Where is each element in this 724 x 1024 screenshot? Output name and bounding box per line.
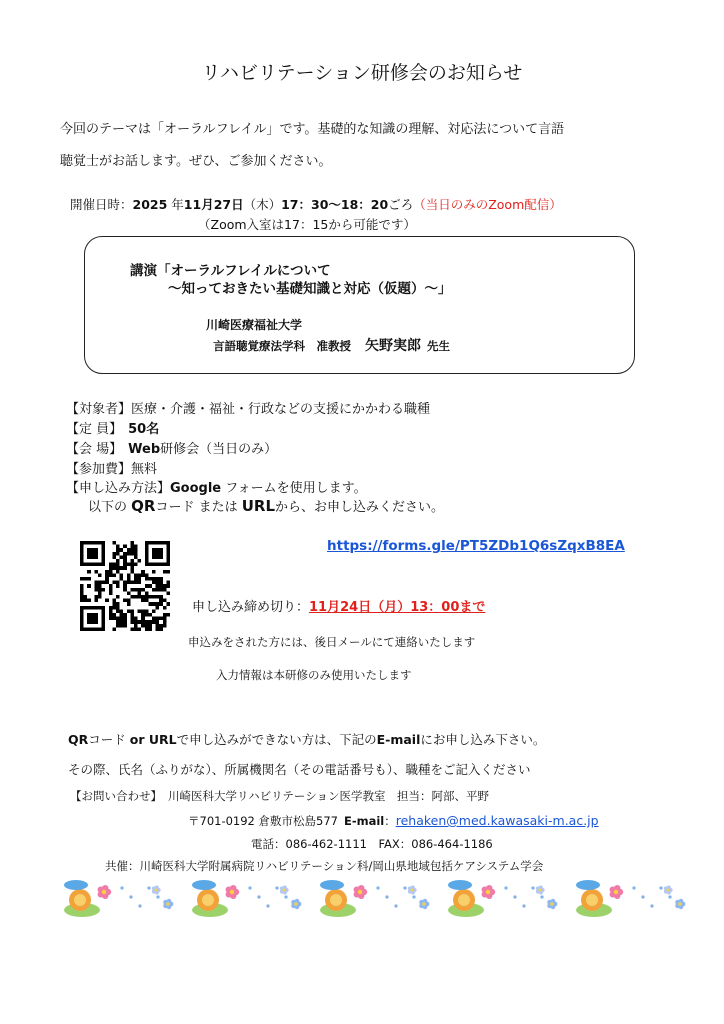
qr-code-icon[interactable] <box>80 541 170 631</box>
schedule-date: 11月27日 <box>183 197 244 212</box>
apply-instructions <box>88 496 444 515</box>
capacity-row <box>66 418 159 437</box>
schedule-time: 17：30～18：20 <box>281 197 389 212</box>
snail-and-flower-border-icon <box>60 876 688 920</box>
contact-email-link[interactable]: rehaken@med.kawasaki-m.ac.jp <box>395 813 599 828</box>
intro-line-1: 今回のテーマは「オーラルフレイル」です。基礎的な知識の理解、対応法について言語 <box>60 122 565 137</box>
schedule-year: 2025 <box>132 197 168 212</box>
cosponsor-line: 共催：川崎医科大学附属病院リハビリテーション科/岡山県地域包括ケアシステム学会 <box>105 859 544 873</box>
apply-row <box>66 477 367 496</box>
lecturer-honorific: 先生 <box>427 339 450 353</box>
lecturer-university: 川崎医療福祉大学 <box>206 318 303 332</box>
apply-line2-url: URL <box>241 497 276 515</box>
address-line <box>188 813 599 829</box>
lecturer-name: 矢野実郎 <box>365 338 421 354</box>
capacity-label: 【定 員】 <box>66 422 123 437</box>
intro-line-2: 聴覚士がお話します。ぜひ、ご参加ください。 <box>60 154 332 169</box>
deadline-value: 11月24日（月）13：00まで <box>309 600 486 615</box>
capacity-value: 50名 <box>128 422 160 437</box>
alt-line1-c: にお申し込み下さい。 <box>420 732 546 747</box>
inquiry-line <box>70 788 489 804</box>
alternative-line-2: その際、氏名（ふりがな）、所属機関名（その電話番号も）、職種をご記入ください <box>68 762 531 777</box>
zoom-only-note: （当日のみのZoom配信） <box>413 197 562 212</box>
phone-fax-line: 電話：086-462-1111 FAX：086-464-1186 <box>251 837 493 851</box>
form-url-link[interactable]: https://forms.gle/PT5ZDb1Q6sZqxB8EA <box>327 538 625 554</box>
target-row <box>66 398 430 417</box>
deadline-line <box>192 596 485 615</box>
schedule-label: 開催日時： <box>70 197 133 212</box>
inquiry-org: 川崎医科大学リハビリテーション医学教室 担当：阿部、平野 <box>168 789 489 803</box>
fee-label: 【参加費】 <box>66 462 132 477</box>
address: 〒701-0192 倉敷市松島577 <box>188 814 338 828</box>
apply-line2-qr: QR <box>131 497 156 515</box>
lecturer-affiliation <box>213 335 450 355</box>
zoom-entry-note: （Zoom入室は17：15から可能です） <box>198 217 416 232</box>
venue-value: 研修会（当日のみ） <box>160 442 278 457</box>
apply-line2-c: から、お申し込みください。 <box>275 500 445 515</box>
alt-line1-b: で申し込みができない方は、下記の <box>176 732 377 747</box>
apply-line2-a: 以下の <box>88 500 132 515</box>
alt-line1-a: コード <box>88 732 130 747</box>
alt-or-url: or URL <box>129 732 177 747</box>
email-label: E-mail <box>343 814 385 828</box>
page-title: リハビリテーション研修会のお知らせ <box>201 62 523 84</box>
usage-note: 入力情報は本研修のみ使用いたします <box>216 668 412 682</box>
target-value: 医療・介護・福祉・行政などの支援にかかわる職種 <box>131 402 431 417</box>
fee-row <box>66 458 157 477</box>
deadline-label: 申し込み締め切り： <box>192 600 310 615</box>
schedule-weekday: （木） <box>243 197 282 212</box>
lecture-title-line-2: ～知っておきたい基礎知識と対応（仮題）～」 <box>168 281 452 297</box>
email-colon: ： <box>384 814 396 828</box>
apply-label: 【申し込み方法】 <box>66 481 171 496</box>
schedule-line <box>70 195 562 213</box>
lecturer-department: 言語聴覚療法学科 准教授 <box>213 339 351 353</box>
apply-google: Google <box>170 481 222 496</box>
alt-email-word: E-mail <box>376 732 421 747</box>
schedule-about: ごろ <box>388 197 414 212</box>
lecture-title-line-1: 講演「オーラルフレイルについて <box>130 263 331 279</box>
target-label: 【対象者】 <box>66 402 132 417</box>
alternative-line-1 <box>68 730 545 748</box>
inquiry-label: 【お問い合わせ】 <box>70 789 162 803</box>
apply-line2-b: コード または <box>155 500 242 515</box>
venue-label: 【会 場】 <box>66 442 123 457</box>
apply-value: フォームを使用します。 <box>221 481 367 496</box>
contact-note: 申込みをされた方には、後日メールにて連絡いたします <box>188 635 476 649</box>
fee-value: 無料 <box>131 462 158 477</box>
venue-row <box>66 438 277 457</box>
venue-web: Web <box>128 442 161 457</box>
alt-qr: QR <box>68 732 89 747</box>
schedule-year-suffix: 年 <box>167 197 184 212</box>
